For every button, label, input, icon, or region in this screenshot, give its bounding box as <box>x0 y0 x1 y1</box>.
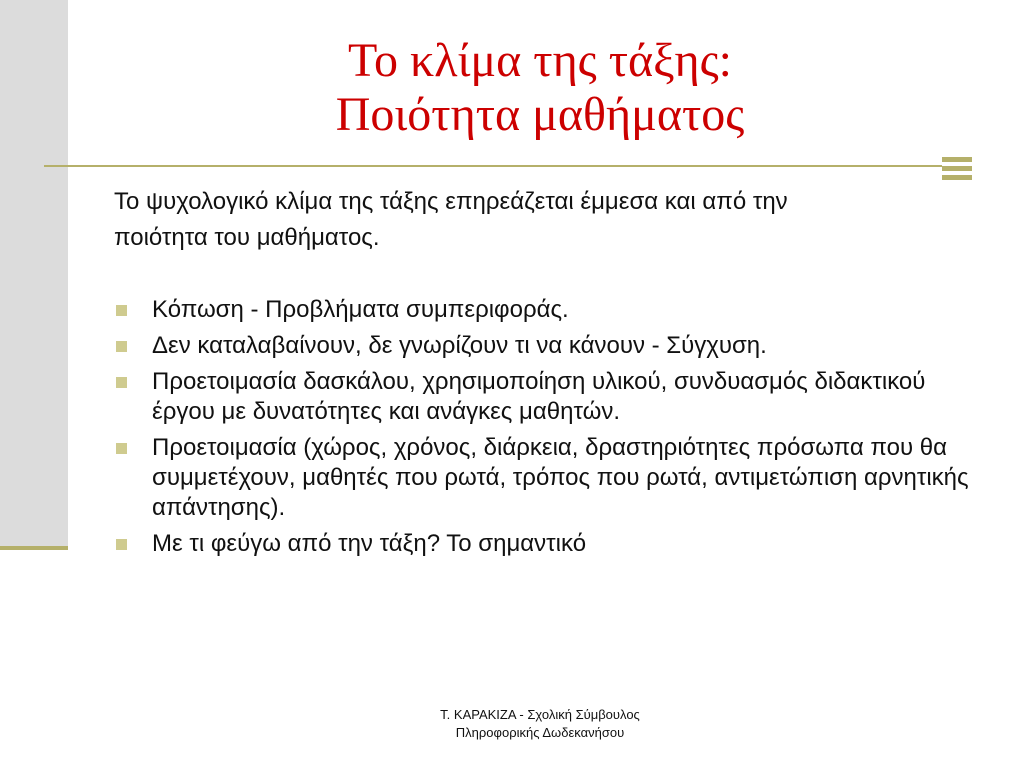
bullet-text: Με τι φεύγω από την τάξη? Το σημαντικό <box>152 530 587 557</box>
left-decorative-bar <box>0 0 68 550</box>
title-line-2: Ποιότητα μαθήματος <box>335 88 745 141</box>
list-item <box>114 529 974 559</box>
bullet-text: Κόπωση - Προβλήματα συμπεριφοράς. <box>152 296 569 323</box>
bullet-list <box>114 295 974 565</box>
square-bullet-icon <box>116 443 127 454</box>
bullet-text: Προετοιμασία δασκάλου, χρησιμοποίηση υλικού, συνδυασμός διδακτικού έργου με δυνατότητες και ανάγκες μαθητών. <box>152 368 926 425</box>
square-bullet-icon <box>116 539 127 550</box>
square-bullet-icon <box>116 341 127 352</box>
bullet-text: Προετοιμασία (χώρος, χρόνος, διάρκεια, δραστηριότητες πρόσωπα που θα συμμετέχουν, μαθητές που ρωτά, τρόπος που ρωτά, αντιμετώπιση αρνητικής απάντησης). <box>152 434 969 521</box>
title-divider-line <box>44 165 942 167</box>
list-item <box>114 295 974 325</box>
slide-footer <box>380 706 700 742</box>
footer-line-2: Πληροφορικής Δωδεκανήσου <box>455 725 625 740</box>
list-item <box>114 331 974 361</box>
slide-title <box>150 34 930 142</box>
intro-paragraph <box>114 184 954 256</box>
bullet-text: Δεν καταλαβαίνουν, δε γνωρίζουν τι να κάνουν - Σύγχυση. <box>152 332 767 359</box>
list-item <box>114 433 974 523</box>
footer-line-1: Τ. ΚΑΡΑΚΙΖΑ - Σχολική Σύμβουλος <box>440 707 640 722</box>
intro-line-1: Το ψυχολογικό κλίμα της τάξης επηρεάζεται έμμεσα και από την <box>114 188 788 215</box>
title-divider-accent <box>942 157 972 181</box>
square-bullet-icon <box>116 377 127 388</box>
square-bullet-icon <box>116 305 127 316</box>
intro-line-2: ποιότητα του μαθήματος. <box>114 224 380 251</box>
list-item <box>114 367 974 427</box>
title-line-1: Το κλίμα της τάξης: <box>348 34 732 87</box>
